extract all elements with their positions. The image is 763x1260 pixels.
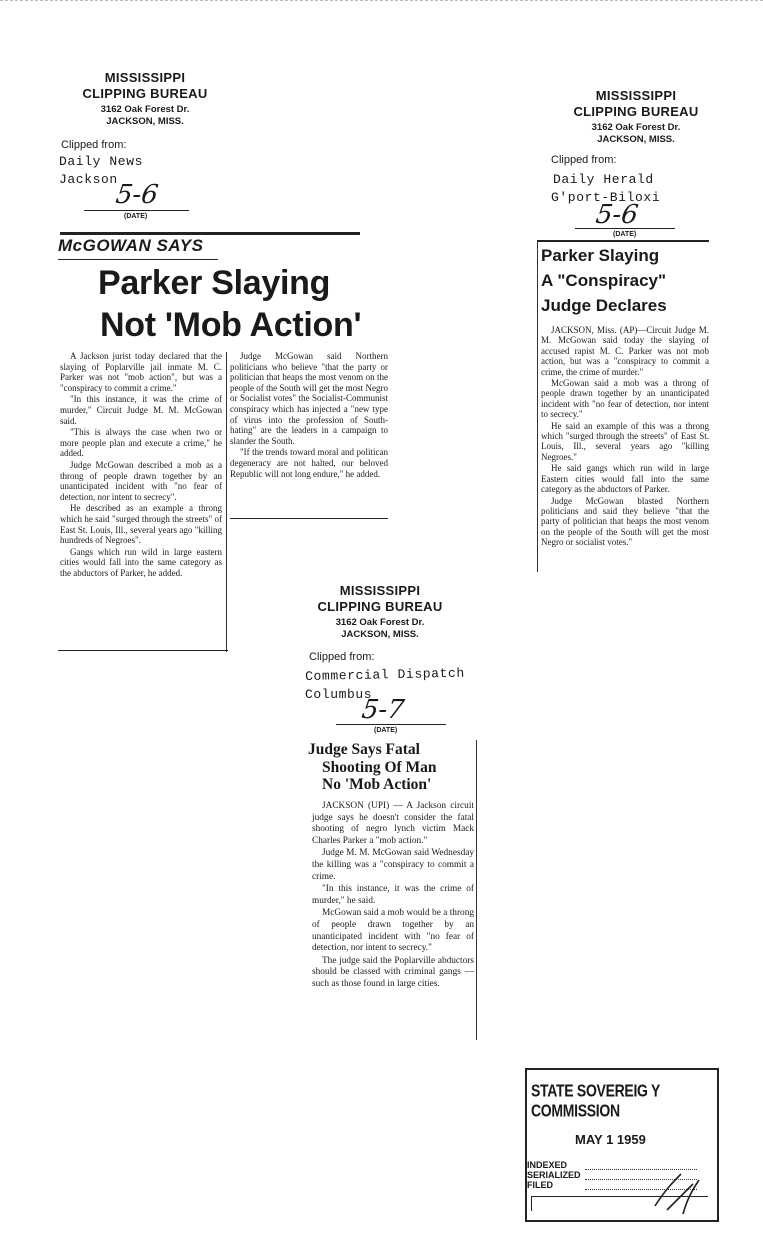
clip2-newspaper-name: Daily Herald [553,172,654,187]
clip2-address-line2: JACKSON, MISS. [597,134,675,145]
clip1-col1-para: A Jackson jurist today declared that the slaying of Poplarville jail inmate M. C. Parker was not "mob action", but was a "conspiracy to commit a crime." [60,351,222,393]
clip2-bureau-line1: MISSISSIPPI [595,88,677,103]
clip1-address-line1: 3162 Oak Forest Dr. [100,104,190,115]
clip1-address-line2: JACKSON, MISS. [106,116,184,127]
clip3-date-label: (DATE) [374,727,398,734]
clip1-date-line [84,210,189,211]
clip2-body [541,325,709,549]
clip3-address-line1: 3162 Oak Forest Dr. [335,617,425,628]
clip1-col1-para: "This is always the case when two or more people plan and execute a crime," he added. [60,427,222,459]
sovereignty-commission-stamp [525,1068,719,1222]
clip2-bureau-line2: CLIPPING BUREAU [573,104,699,119]
clip1-column-1 [60,351,222,579]
clip1-column-2 [230,351,388,480]
clip2-body-para: Judge McGowan blasted Northern politicians and said they believe "that the party of politician that heaps the most venom on the people of the South will get the most Negro or socialist votes." [541,495,709,548]
clip2-body-para: He said an example of this was a throng which "surged through the streets" of East St. Louis, Ill., several years ago "killing Negroes." [541,420,709,462]
clip3-body [312,801,474,992]
clip1-top-rule [60,232,360,235]
clip1-kicker-rule [58,259,218,260]
stamp-label-indexed: INDEXED [527,1160,568,1170]
clip2-headline-line2: A "Conspiracy" [541,271,667,290]
clip2-headline-line3: Judge Declares [541,296,667,315]
clip3-body-para: Judge M. M. McGowan said Wednesday the killing was a "conspiracy to commit a crime. [312,848,474,882]
stamp-label-serialized: SERIALIZED [527,1170,581,1180]
clip1-col2-para: Judge McGowan said Northern politicians who believe "that the party or politician that heaps the most venom on the people of the South will get the most Negro or Socialist votes" the Socialist-Communist conspiracy which has injected a "new type of virus into the profession of South-hating" are the leaders in a campaign to slander the South. [230,351,388,446]
clip3-newspaper-name: Commercial Dispatch [305,665,465,684]
clip3-body-para: The judge said the Poplarville abductors should be classed with criminal gangs — such as those found in large cities. [312,955,474,989]
clip2-date-handwritten: 5-6 [593,200,640,230]
clip2-body-para: JACKSON, Miss. (AP)—Circuit Judge M. M. McGowan said today the slaying of accused rapist M. C. Parker was not mob action, but was a "conspiracy to commit a crime, the crime of murder." [541,325,709,377]
clip3-clipped-from-label: Clipped from: [309,651,375,663]
clip1-newspaper-name: Daily News [59,154,144,169]
clip2-body-para: McGowan said a mob was a throng of people drawn together by an unanticipated incident with "no fear of detection, nor intent to secrecy." [541,378,709,420]
clip1-bureau-stamp [60,70,230,128]
clip1-col1-para: He described as an example a throng which he said "surged through the streets" of East St. Louis, Ill., several years ago "killing hundreds of Negroes". [60,503,222,546]
clip1-date-label: (DATE) [124,213,148,220]
clip1-newspaper-city: Jackson [59,172,118,187]
clip3-date-line [336,724,446,725]
clip2-date-label: (DATE) [613,231,637,238]
clip3-newspaper-city: Columbus [305,687,373,702]
clip1-clipped-from-label: Clipped from: [61,139,127,151]
clip2-clipped-from-label: Clipped from: [551,154,617,166]
stamp-handwritten-mark [647,1170,707,1216]
clip3-body-para: McGowan said a mob would be a throng of people drawn together by an unanticipated incident with "no fear of detection, nor intent to secrecy." [312,908,474,954]
stamp-label-filed: FILED [527,1180,553,1190]
clip3-bureau-line2: CLIPPING BUREAU [317,599,443,614]
stamp-title: STATE SOVEREIG Y COMMISSION [531,1080,660,1120]
clip1-col2-para: "If the trends toward moral and politican degeneracy are not halted, our beloved Republic will not long endure," he added. [230,447,388,479]
clip1-date-handwritten: 5-6 [113,180,160,210]
clip2-newspaper-city: G'port-Biloxi [551,190,661,205]
clip2-date-line [575,228,675,229]
clip3-bureau-stamp [305,583,455,641]
clip1-bottom-rule [58,650,228,651]
clip2-headline-line1: Parker Slaying [541,246,660,265]
clip1-bureau-line1: MISSISSIPPI [104,70,186,85]
clip2-bureau-stamp [556,88,716,146]
clip2-top-rule [537,240,709,242]
clip1-col2-bottom-rule [230,518,388,519]
clip3-right-border [476,740,477,1040]
clip3-address-line2: JACKSON, MISS. [341,629,419,640]
clip3-headline-line3: No 'Mob Action' [322,776,432,793]
clip1-kicker: McGOWAN SAYS [58,236,204,255]
clip1-col1-para: Judge McGowan described a mob as a throng of people drawn together by an unanticipated incident with "no fear of detection, nor intent to secrecy". [60,459,222,502]
clip3-body-para: JACKSON (UPI) — A Jackson circuit judge says he doesn't consider the fatal shooting of negro lynch victim Mack Charles Parker a "mob action." [312,801,474,846]
clip1-col1-para: Gangs which run wild in large eastern cities would fall into the same category as the abductors of Parker, he added. [60,546,222,578]
clip1-col1-para: "In this instance, it was the crime of murder," Circuit Judge M. M. McGowan said. [60,394,222,426]
clip1-bureau-line2: CLIPPING BUREAU [82,86,208,101]
clip2-left-border [537,242,538,572]
clip3-headline-line2: Shooting Of Man [322,759,437,776]
clip1-headline-line1: Parker Slaying [98,264,331,302]
stamp-date: MAY 1 1959 [575,1132,646,1147]
clip3-bureau-line1: MISSISSIPPI [339,583,421,598]
page-top-edge [0,0,763,1]
clip3-date-handwritten: 5-7 [359,695,406,725]
clip1-headline-line2: Not 'Mob Action' [100,306,362,344]
clip3-headline-line1: Judge Says Fatal [308,741,420,758]
clip2-address-line1: 3162 Oak Forest Dr. [591,122,681,133]
clip2-body-para: He said gangs which run wild in large Eastern cities would fall into the same category as the abductors of Parker. [541,463,709,495]
clip1-column-divider [226,352,227,652]
clip3-body-para: "In this instance, it was the crime of murder," he said. [312,884,474,906]
